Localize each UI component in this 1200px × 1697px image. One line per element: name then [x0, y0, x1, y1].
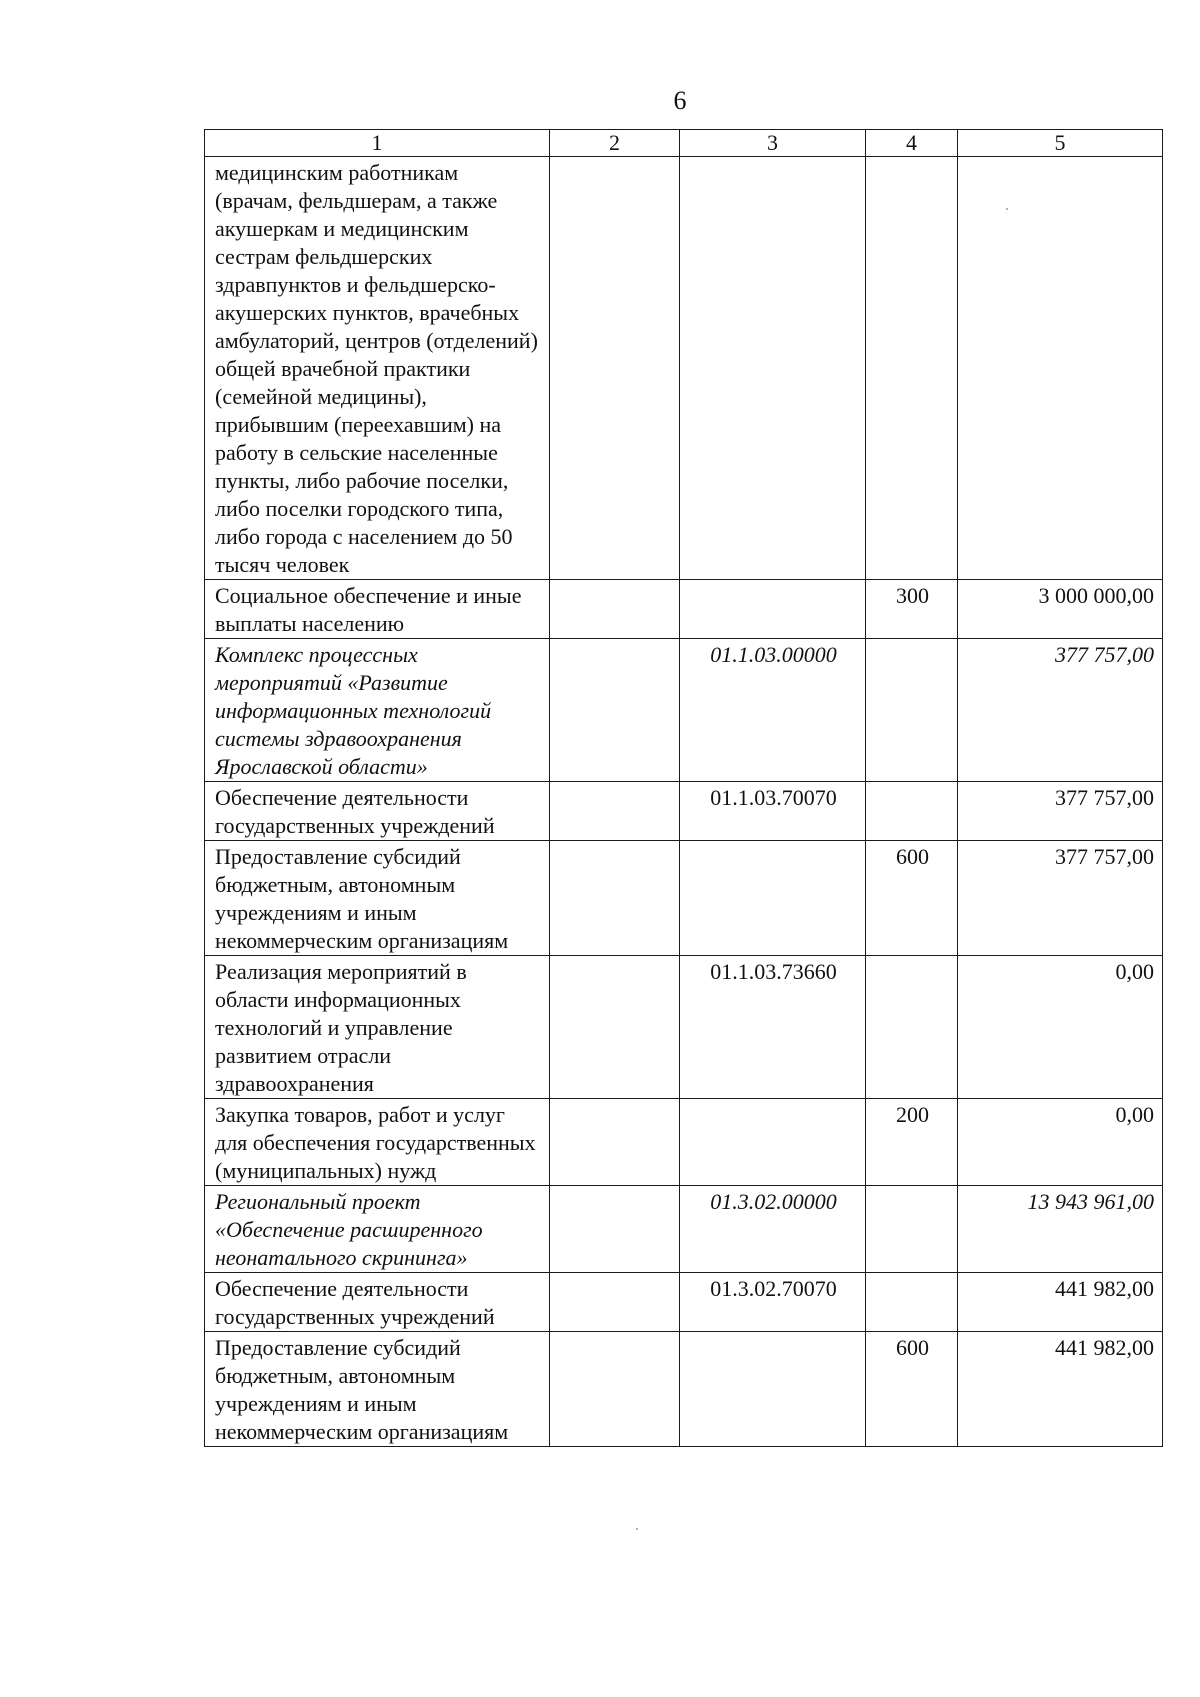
row-name: медицинским работникам (врачам, фельдшерам, а также акушеркам и медицинским сестрам фельдшерских здравпунктов и фельдшерско-акушерских пунктов, врачебных амбулаторий, центров (отделений) общей врачебной практики (семейной медицины), прибывшим (переехавшим) на работу в сельские населенные пункты, либо рабочие поселки, либо поселки городского типа, либо города с населением до 50 тысяч человек	[205, 157, 550, 580]
table-row	[205, 580, 1163, 639]
row-amount	[958, 157, 1163, 580]
row-type	[866, 639, 958, 782]
row-code	[680, 157, 866, 580]
row-code	[680, 841, 866, 956]
row-name: Социальное обеспечение и иные выплаты населению	[205, 580, 550, 639]
row-name: Обеспечение деятельности государственных учреждений	[205, 782, 550, 841]
header-col-5: 5	[958, 130, 1163, 157]
row-type	[866, 1186, 958, 1273]
table-row	[205, 157, 1163, 580]
scan-speck	[1006, 208, 1008, 210]
row-type	[866, 1273, 958, 1332]
row-type	[866, 157, 958, 580]
row-amount: 13 943 961,00	[958, 1186, 1163, 1273]
row-type	[866, 956, 958, 1099]
row-code	[680, 1099, 866, 1186]
row-name: Предоставление субсидий бюджетным, автономным учреждениям и иным некоммерческим организациям	[205, 841, 550, 956]
row-col2	[550, 841, 680, 956]
row-amount: 441 982,00	[958, 1332, 1163, 1447]
row-code: 01.3.02.70070	[680, 1273, 866, 1332]
row-col2	[550, 1186, 680, 1273]
row-col2	[550, 639, 680, 782]
row-amount: 0,00	[958, 956, 1163, 1099]
table-row	[205, 1332, 1163, 1447]
row-col2	[550, 956, 680, 1099]
header-col-3: 3	[680, 130, 866, 157]
row-amount: 377 757,00	[958, 841, 1163, 956]
row-col2	[550, 157, 680, 580]
row-type: 600	[866, 841, 958, 956]
row-code: 01.1.03.00000	[680, 639, 866, 782]
page-number: 6	[673, 86, 687, 115]
table-header-row	[205, 130, 1163, 157]
row-name: Обеспечение деятельности государственных учреждений	[205, 1273, 550, 1332]
budget-table	[204, 129, 1163, 1447]
row-name: Закупка товаров, работ и услуг для обеспечения государственных (муниципальных) нужд	[205, 1099, 550, 1186]
row-col2	[550, 580, 680, 639]
table-row	[205, 1273, 1163, 1332]
row-code: 01.1.03.73660	[680, 956, 866, 1099]
row-type: 200	[866, 1099, 958, 1186]
row-code	[680, 580, 866, 639]
row-name: Реализация мероприятий в области информационных технологий и управление развитием отрасли здравоохранения	[205, 956, 550, 1099]
table-row	[205, 956, 1163, 1099]
row-col2	[550, 782, 680, 841]
table-row	[205, 1099, 1163, 1186]
row-code: 01.3.02.00000	[680, 1186, 866, 1273]
row-name: Региональный проект «Обеспечение расширенного неонатального скрининга»	[205, 1186, 550, 1273]
header-col-4: 4	[866, 130, 958, 157]
row-amount: 377 757,00	[958, 639, 1163, 782]
row-amount: 377 757,00	[958, 782, 1163, 841]
header-col-1: 1	[205, 130, 550, 157]
row-amount: 441 982,00	[958, 1273, 1163, 1332]
row-amount: 0,00	[958, 1099, 1163, 1186]
row-col2	[550, 1273, 680, 1332]
table-row	[205, 841, 1163, 956]
scan-speck	[636, 1528, 638, 1530]
row-type: 600	[866, 1332, 958, 1447]
row-col2	[550, 1099, 680, 1186]
row-col2	[550, 1332, 680, 1447]
row-amount: 3 000 000,00	[958, 580, 1163, 639]
row-name: Комплекс процессных мероприятий «Развитие информационных технологий системы здравоохранения Ярославской области»	[205, 639, 550, 782]
header-col-2: 2	[550, 130, 680, 157]
row-code: 01.1.03.70070	[680, 782, 866, 841]
table-row	[205, 1186, 1163, 1273]
table-row	[205, 639, 1163, 782]
row-type: 300	[866, 580, 958, 639]
table-row	[205, 782, 1163, 841]
row-type	[866, 782, 958, 841]
row-name: Предоставление субсидий бюджетным, автономным учреждениям и иным некоммерческим организациям	[205, 1332, 550, 1447]
row-code	[680, 1332, 866, 1447]
